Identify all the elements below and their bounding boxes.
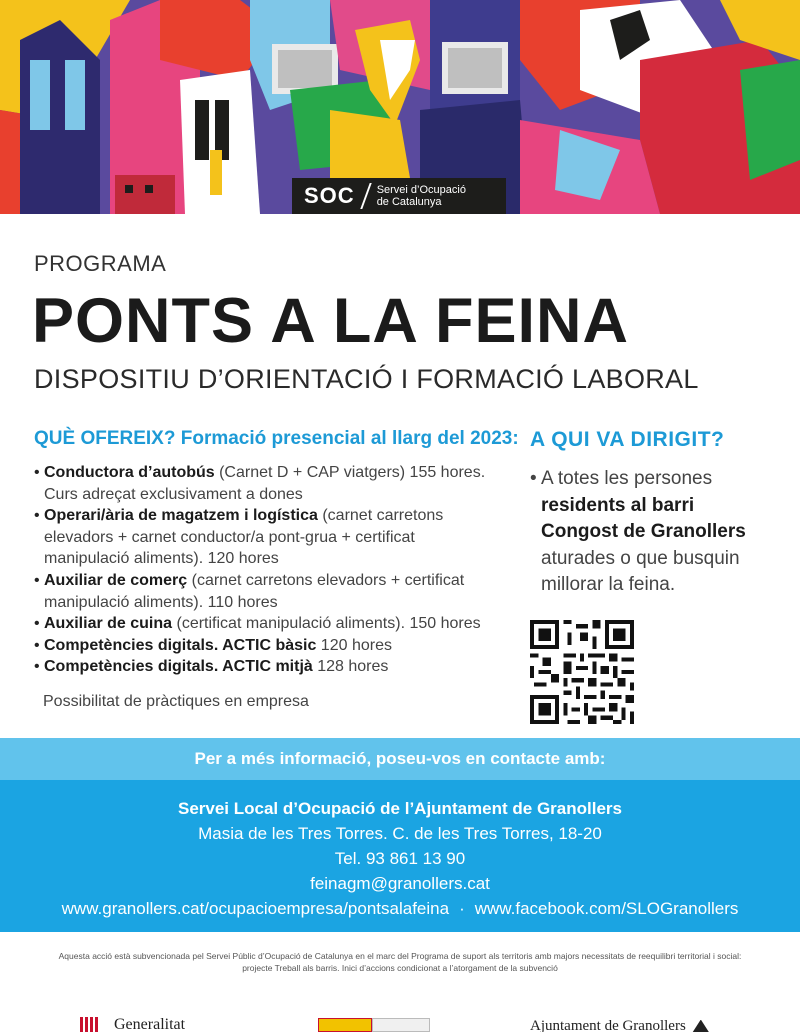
spain-emblem-icon (318, 1018, 372, 1032)
offer-item-title: Operari/ària de magatzem i logística (44, 507, 318, 525)
soc-logo-badge (292, 178, 506, 214)
offer-item-details: (carnet carretons elevadors + certificat manipulació aliments). 110 hores (44, 571, 465, 611)
offer-item-title: Conductora d’autobús (44, 464, 215, 481)
contact-heading: Per a més informació, poseu-vos en contacte amb: (194, 749, 606, 768)
target-condition-2: millorar la feina. (541, 574, 676, 595)
soc-logo-line1: Servei d’Ocupació (376, 184, 466, 196)
contact-phone[interactable]: Tel. 93 861 13 90 (334, 849, 466, 868)
offer-item-details: (carnet carretons elevadors + carnet conductor/a pont-grua + certificat manipulació aliments). 120 hores (44, 507, 444, 568)
generalitat-emblem-icon (80, 1017, 106, 1032)
offer-item-title: Competències digitals. ACTIC bàsic (44, 636, 317, 654)
program-title: PONTS A LA FEINA (32, 286, 629, 356)
hero-mural-image (0, 0, 800, 214)
bullet-icon: • (34, 615, 40, 633)
offer-item-details: 120 hores (316, 636, 392, 654)
website-link[interactable]: www.granollers.cat/ocupacioempresa/pontsalafeina (61, 899, 450, 918)
qr-code[interactable] (530, 620, 634, 724)
funding-disclaimer (40, 950, 760, 974)
contact-links (0, 896, 800, 921)
ajuntament-emblem-icon (692, 1020, 710, 1032)
contact-banner (0, 738, 800, 780)
program-subtitle: DISPOSITIU D’ORIENTACIÓ I FORMACIÓ LABORAL (34, 364, 699, 394)
bullet-icon: • (530, 468, 537, 489)
offer-item-details: (certificat manipulació aliments). 150 hores (172, 615, 481, 633)
link-separator: · (459, 899, 465, 918)
spanish-government-logo (318, 1018, 430, 1032)
soc-logo-line2: de Catalunya (376, 196, 442, 208)
contact-address: Masia de les Tres Torres. C. de les Tres Torres, 18-20 (198, 824, 602, 843)
bullet-icon: • (34, 507, 40, 525)
ajuntament-logo (530, 1018, 710, 1032)
offer-item-details: 128 hores (312, 658, 389, 676)
offer-item (34, 462, 504, 505)
bullet-icon: • (34, 658, 40, 676)
soc-logo-text: SOC (304, 183, 355, 208)
disclaimer-line-1: Aquesta acció està subvencionada pel Servei Públic d’Ocupació de Catalunya en el marc del Programa de suport als territoris amb majors necessitats de reequilibri territorial i social: (58, 951, 742, 961)
offer-item-title: Auxiliar de cuina (44, 615, 173, 633)
ministry-logo-icon (372, 1018, 430, 1032)
offer-heading: QUÈ OFEREIX? Formació presencial al llarg del 2023: (34, 428, 519, 449)
ajuntament-logo-text: Ajuntament de Granollers (530, 1018, 686, 1032)
footer-logos (0, 1010, 800, 1032)
target-heading: A QUI VA DIRIGIT? (530, 428, 725, 451)
offer-list (34, 462, 504, 678)
bullet-icon: • (34, 571, 40, 589)
contact-organisation: Servei Local d’Ocupació de l’Ajuntament de Granollers (177, 799, 622, 818)
offer-item (34, 656, 504, 678)
program-kicker: PROGRAMA (34, 251, 167, 276)
offer-item (34, 635, 504, 657)
offer-item (34, 505, 504, 570)
disclaimer-line-2: projecte Treball als barris. Inici d’accions condicionat a l’atorgament de la subvenció (242, 963, 558, 973)
target-intro: A totes les persones (541, 468, 713, 489)
offer-item (34, 613, 504, 635)
target-residents: residents al barri (541, 494, 695, 516)
contact-details (0, 780, 800, 932)
offer-item-title: Auxiliar de comerç (44, 571, 188, 589)
practice-note: Possibilitat de pràctiques en empresa (43, 693, 309, 710)
generalitat-logo-text: Generalitat (114, 1016, 186, 1032)
contact-email-link[interactable]: feinagm@granollers.cat (310, 874, 490, 893)
offer-item-title: Competències digitals. ACTIC mitjà (44, 658, 313, 676)
soc-logo-slash (360, 183, 371, 209)
soc-logo-subtitle (377, 184, 466, 208)
offer-item-details: (Carnet D + CAP viatgers) 155 hores. Curs adreçat exclusivament a dones (44, 464, 486, 503)
bullet-icon: • (34, 636, 40, 654)
bullet-icon: • (34, 464, 40, 481)
target-neighbourhood: Congost de Granollers (541, 521, 746, 542)
target-description (530, 466, 780, 599)
generalitat-logo (80, 1016, 185, 1032)
target-condition-1: aturades o que busquin (541, 547, 740, 569)
offer-item (34, 570, 504, 613)
facebook-link[interactable]: www.facebook.com/SLOGranollers (474, 899, 739, 918)
